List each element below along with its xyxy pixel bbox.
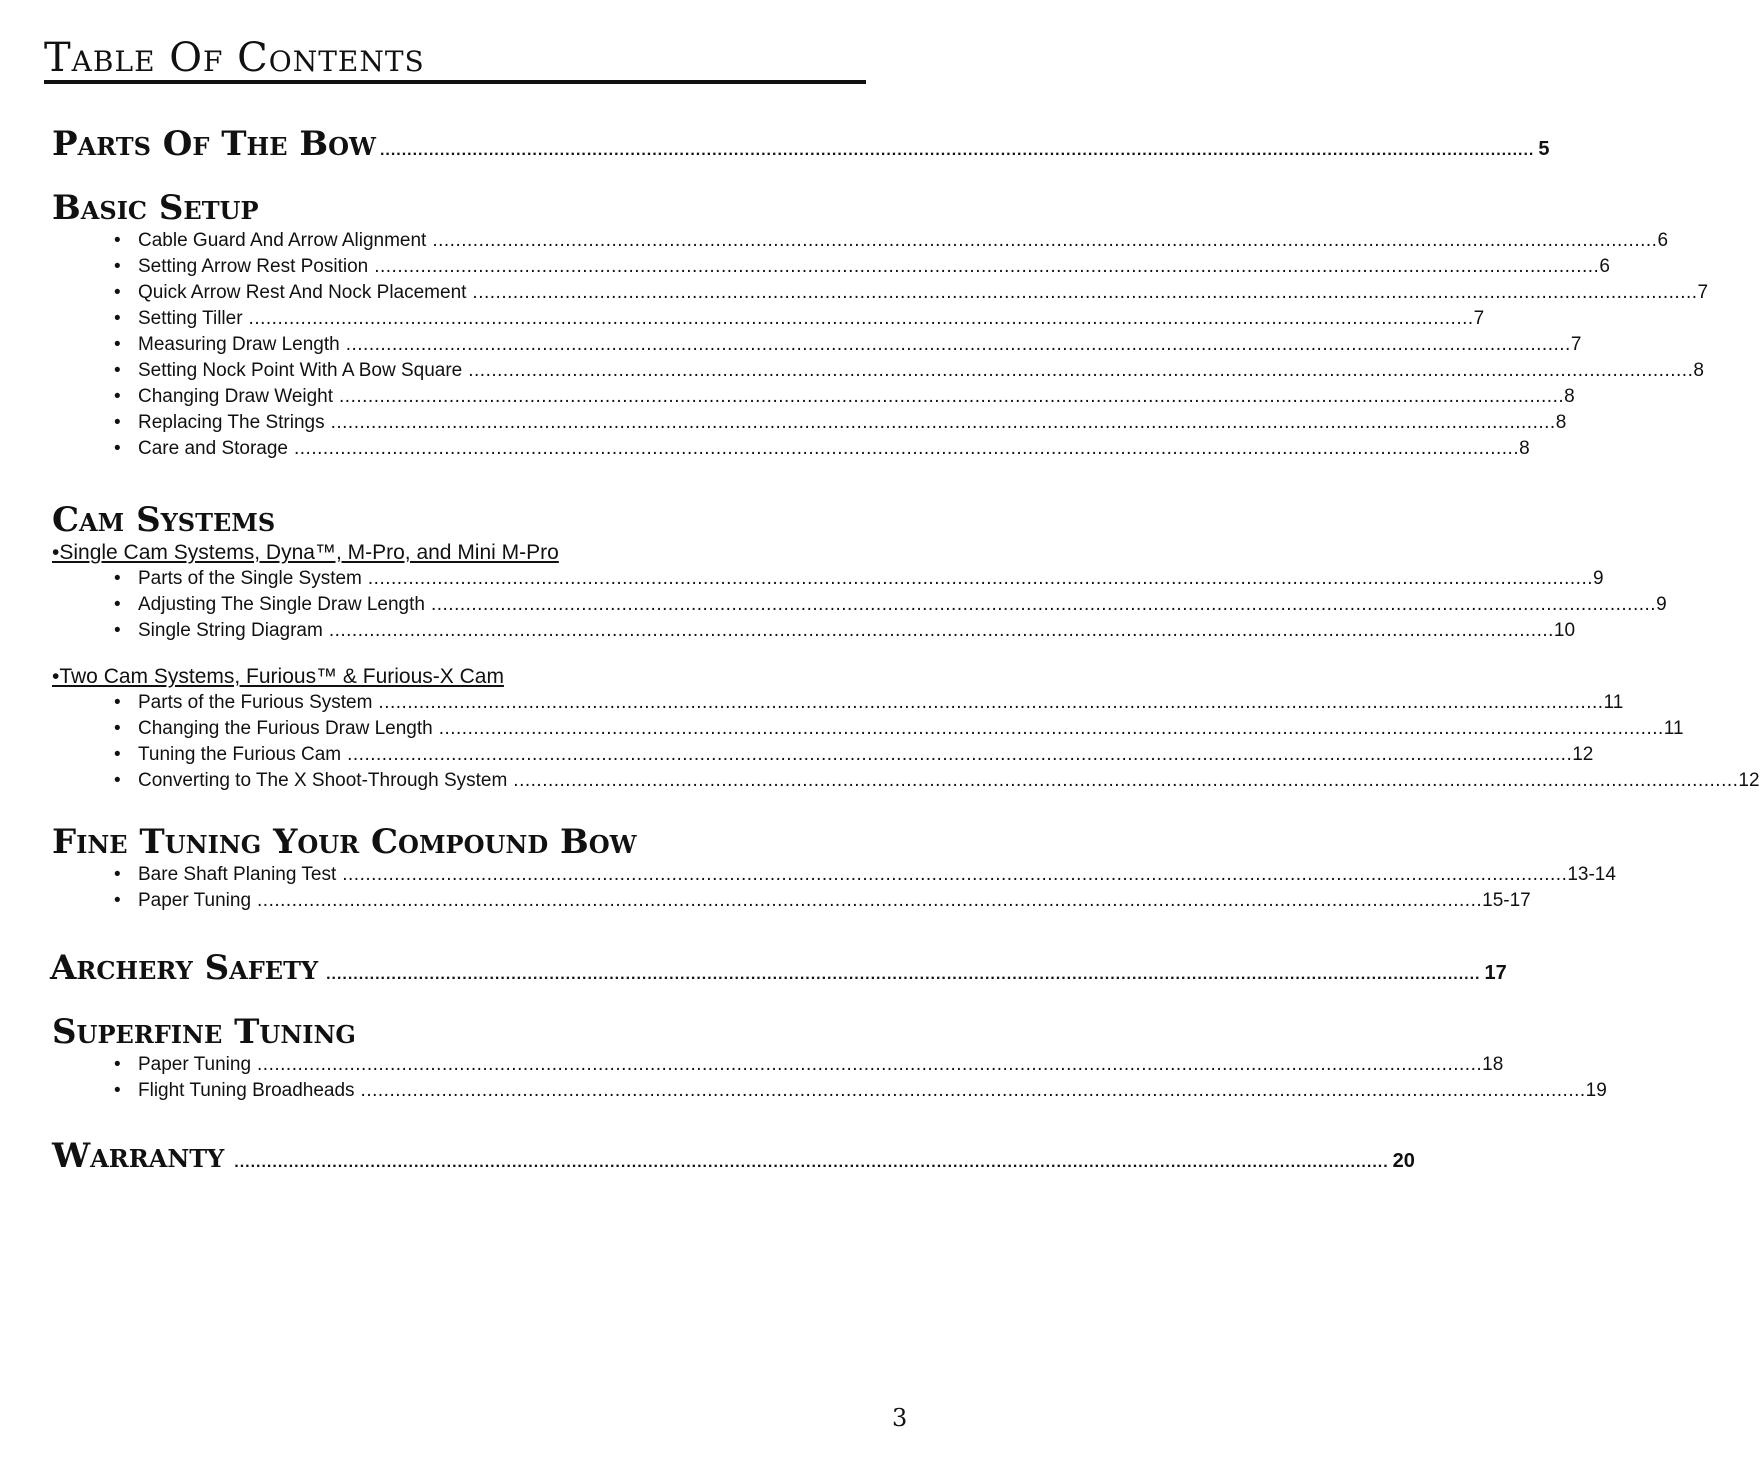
page-number: 15-17 (1482, 890, 1531, 911)
toc-list (52, 228, 1709, 462)
toc-item[interactable] (52, 358, 1704, 384)
item-label: Single String Diagram (138, 620, 323, 641)
bullet-icon: • (114, 718, 121, 739)
item-label: Tuning the Furious Cam (138, 744, 342, 765)
toc-item[interactable] (52, 436, 1530, 462)
page-number: 10 (1553, 620, 1576, 641)
bullet-icon: • (114, 864, 121, 885)
page-number: 6 (1599, 256, 1610, 277)
item-label: Bare Shaft Planing Test (138, 864, 337, 885)
section-heading: Archery Safety (50, 948, 319, 988)
page-title: Table Of Contents (44, 36, 866, 84)
toc-list (52, 566, 1667, 644)
page-number: 17 (1484, 962, 1507, 984)
bullet-icon: • (114, 308, 121, 329)
section-heading: Superfine Tuning (52, 1012, 356, 1052)
bullet-icon: • (114, 386, 121, 407)
page-number: 11 (1603, 692, 1624, 713)
dot-leader: .................................................................................................................................................................................................................... (360, 1080, 1586, 1101)
item-label: Converting to The X Shoot-Through System (138, 770, 508, 791)
item-label: Adjusting The Single Draw Length (138, 594, 425, 615)
dot-leader: .................................................................................................................................................................................................................... (379, 142, 1535, 159)
bullet-icon: • (114, 1054, 121, 1075)
section-basic-setup (52, 188, 1709, 462)
toc-item[interactable] (52, 566, 1604, 592)
dot-leader: .................................................................................................................................................................................................................... (438, 718, 1664, 739)
toc-entry[interactable] (52, 124, 1550, 171)
dot-leader: .................................................................................................................................................................................................................... (513, 770, 1739, 791)
bullet-icon: • (114, 890, 121, 911)
item-label: Cable Guard And Arrow Alignment (138, 230, 427, 251)
section-fine-tuning (52, 822, 1616, 914)
page-number: 7 (1697, 282, 1709, 303)
bullet-icon: • (114, 438, 121, 459)
bullet-icon: • (114, 692, 121, 713)
page-number: 13-14 (1567, 864, 1616, 885)
item-label: Care and Storage (138, 438, 288, 459)
dot-leader: .................................................................................................................................................................................................................... (339, 386, 1565, 407)
dot-leader: .................................................................................................................................................................................................................... (342, 864, 1568, 885)
page-number: 9 (1593, 568, 1604, 589)
footer-page-number: 3 (892, 1404, 908, 1432)
page-number: 19 (1585, 1080, 1607, 1101)
bullet-icon: • (114, 412, 121, 433)
toc-item[interactable] (52, 306, 1485, 332)
dot-leader: .................................................................................................................................................................................................................... (234, 1154, 1389, 1171)
section-superfine-tuning (52, 1012, 1607, 1104)
toc-item[interactable] (52, 742, 1594, 768)
dot-leader: .................................................................................................................................................................................................................... (374, 256, 1600, 277)
section-cam-systems (52, 500, 1760, 794)
item-label: Paper Tuning (138, 890, 252, 911)
dot-leader: .................................................................................................................................................................................................................... (432, 230, 1658, 251)
toc-entry[interactable] (52, 1136, 1415, 1183)
bullet-icon: • (114, 334, 121, 355)
toc-list (52, 1052, 1607, 1104)
toc-item[interactable] (52, 254, 1610, 280)
section-heading: Basic Setup (52, 188, 259, 228)
item-label: Measuring Draw Length (138, 334, 340, 355)
dot-leader: .................................................................................................................................................................................................................... (294, 438, 1520, 459)
dot-leader: .................................................................................................................................................................................................................... (367, 568, 1593, 589)
item-label: Changing Draw Weight (138, 386, 334, 407)
dot-leader: .................................................................................................................................................................................................................... (257, 890, 1483, 911)
bullet-icon: • (114, 568, 121, 589)
section-heading: Fine Tuning Your Compound Bow (52, 822, 637, 862)
toc-item[interactable] (52, 862, 1616, 888)
dot-leader: .................................................................................................................................................................................................................... (257, 1054, 1483, 1075)
item-label: Flight Tuning Broadheads (138, 1080, 355, 1101)
toc-item[interactable] (52, 690, 1624, 716)
page-number: 5 (1538, 138, 1550, 160)
bullet-icon: • (114, 744, 121, 765)
bullet-icon: • (114, 360, 121, 381)
dot-leader: .................................................................................................................................................................................................................... (345, 334, 1571, 355)
toc-item[interactable] (52, 1052, 1504, 1078)
bullet-icon: • (114, 620, 121, 641)
subsection-title[interactable]: •Single Cam Systems, Dyna™, M-Pro, and Mini M-Pro (52, 541, 559, 564)
bullet-icon: • (114, 770, 121, 791)
toc-item[interactable] (52, 888, 1531, 914)
dot-leader: .................................................................................................................................................................................................................... (328, 620, 1554, 641)
toc-item[interactable] (52, 716, 1684, 742)
toc-list (52, 862, 1616, 914)
toc-item[interactable] (52, 384, 1575, 410)
section-archery-safety (50, 948, 1507, 995)
toc-item[interactable] (52, 410, 1567, 436)
item-label: Replacing The Strings (138, 412, 325, 433)
toc-item[interactable] (52, 618, 1576, 644)
toc-item[interactable] (52, 228, 1669, 254)
item-label: Setting Tiller (138, 308, 243, 329)
section-heading: Warranty (52, 1136, 225, 1176)
dot-leader: .................................................................................................................................................................................................................... (472, 282, 1698, 303)
toc-item[interactable] (52, 332, 1582, 358)
section-parts-of-the-bow (52, 124, 1550, 171)
bullet-icon: • (114, 594, 121, 615)
toc-entry[interactable] (50, 948, 1507, 995)
page-number: 9 (1656, 594, 1667, 615)
toc-item[interactable] (52, 280, 1709, 306)
subsection-title[interactable]: •Two Cam Systems, Furious™ & Furious-X Cam (52, 665, 504, 688)
page-number: 18 (1482, 1054, 1504, 1075)
dot-leader: .................................................................................................................................................................................................................... (330, 412, 1556, 433)
bullet-icon: • (114, 256, 121, 277)
page-number: 6 (1657, 230, 1669, 251)
dot-leader: .................................................................................................................................................................................................................... (430, 594, 1657, 615)
page-number: 7 (1570, 334, 1582, 355)
toc-list (52, 690, 1760, 794)
dot-leader: .................................................................................................................................................................................................................... (378, 692, 1604, 713)
section-warranty (52, 1136, 1415, 1183)
page-number: 20 (1392, 1150, 1415, 1172)
item-label: Setting Arrow Rest Position (138, 256, 369, 277)
page-number: 7 (1473, 308, 1485, 329)
dot-leader: .................................................................................................................................................................................................................... (347, 744, 1573, 765)
item-label: Changing the Furious Draw Length (138, 718, 433, 739)
page-number: 8 (1555, 412, 1567, 433)
page-number: 11 (1663, 718, 1684, 739)
dot-leader: .................................................................................................................................................................................................................... (326, 966, 1481, 983)
item-label: Parts of the Single System (138, 568, 362, 589)
bullet-icon: • (114, 1080, 121, 1101)
page-number: 8 (1519, 438, 1530, 459)
toc-item[interactable] (52, 592, 1667, 618)
dot-leader: .................................................................................................................................................................................................................... (468, 360, 1694, 381)
page-number: 12 (1738, 770, 1760, 791)
item-label: Setting Nock Point With A Bow Square (138, 360, 463, 381)
item-label: Paper Tuning (138, 1054, 252, 1075)
item-label: Parts of the Furious System (138, 692, 373, 713)
page-number: 12 (1572, 744, 1594, 765)
item-label: Quick Arrow Rest And Nock Placement (138, 282, 467, 303)
page-number: 8 (1693, 360, 1704, 381)
toc-item[interactable] (52, 768, 1760, 794)
page-number: 8 (1564, 386, 1575, 407)
toc-item[interactable] (52, 1078, 1607, 1104)
bullet-icon: • (114, 230, 121, 251)
bullet-icon: • (114, 282, 121, 303)
section-heading: Cam Systems (52, 500, 276, 540)
section-heading: Parts Of The Bow (52, 124, 376, 164)
dot-leader: .................................................................................................................................................................................................................... (248, 308, 1474, 329)
